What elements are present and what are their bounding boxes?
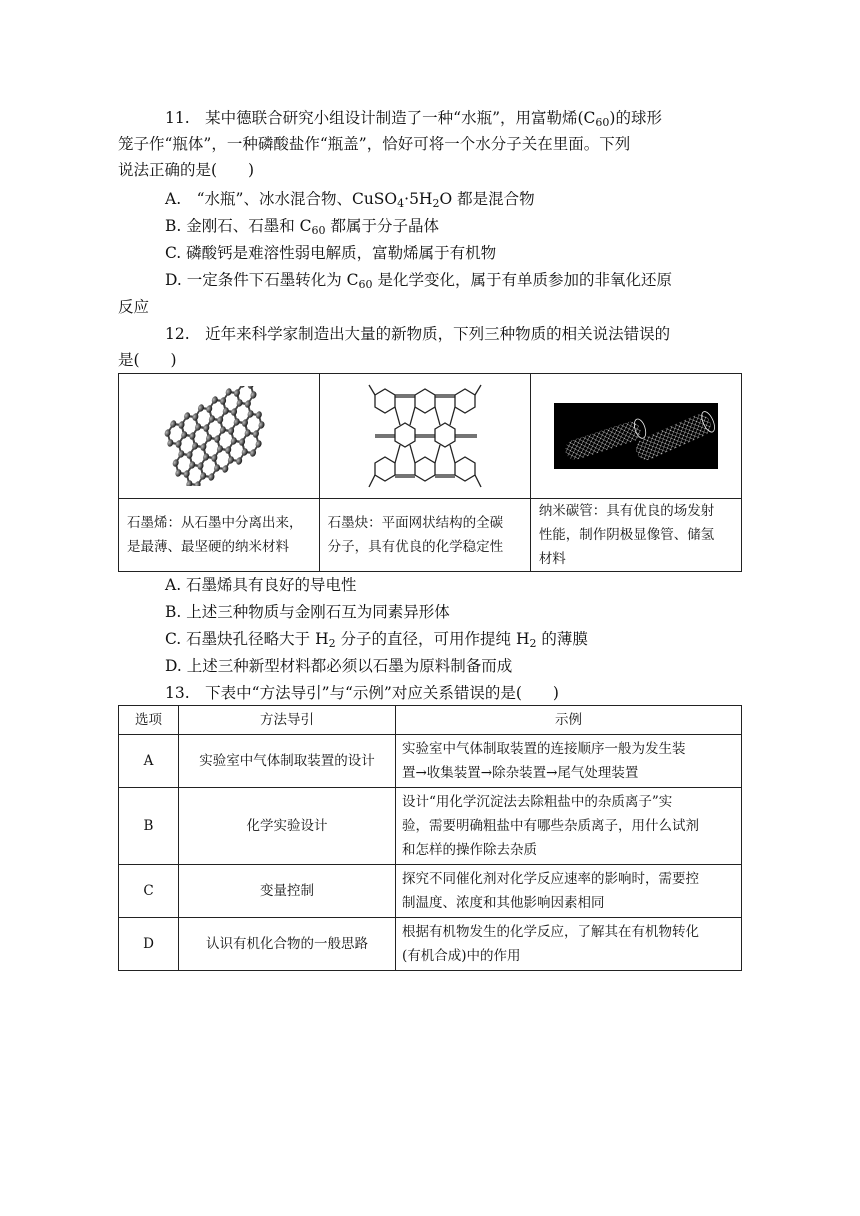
nanotube-image-cell [530,374,741,499]
q12-option-c: C. 石墨炔孔径略大于 $H_2$ 分子的直径，可用作提纯 $H_2$ 的薄膜 [165,630,588,650]
graphene-caption: 石墨烯：从石墨中分离出来， 是最薄、最坚硬的纳米材料 [119,499,320,572]
header-example: 示例 [396,706,742,735]
table-row: B 化学实验设计 设计“用化学沉淀法去除粗盐中的杂质离子”实 验，需要明确粗盐中有哪些杂质离子，用什么试剂 和怎样的操作除去杂质 [119,788,742,865]
q11-option-a: A. “水瓶”、冰水混合物、$CuSO_4\cdot 5H_2O$ 都是混合物 [165,190,535,210]
q12-option-a: A. 石墨烯具有良好的导电性 [165,576,357,594]
table-row: D 认识有机化合物的一般思路 根据有机物发生的化学反应，了解其在有机物转化 (有机合成)中的作用 [119,918,742,971]
q12-materials-table [118,373,742,572]
graphyne-icon [355,377,495,495]
q11-stem-line2: 笼子作“瓶体”，一种磷酸盐作“瓶盖”，恰好可将一个水分子关在里面。下列 [118,135,631,153]
graphene-icon [144,386,294,486]
nanotube-icon [554,403,718,469]
header-option: 选项 [119,706,179,735]
q11-option-d: D. 一定条件下石墨转化为 $C_{60}$ 是化学变化，属于有单质参加的非氧化还原 [165,271,672,291]
header-method: 方法导引 [179,706,396,735]
q12-stem-line1: 12. 近年来科学家制造出大量的新物质，下列三种物质的相关说法错误的 [165,325,671,343]
q13-method-table [118,705,742,971]
table-row: A 实验室中气体制取装置的设计 实验室中气体制取装置的连接顺序一般为发生装 置→收集装置→除杂装置→尾气处理装置 [119,735,742,788]
q11-option-b: B. 金刚石、石墨和 $C_{60}$ 都属于分子晶体 [165,217,439,237]
q11-option-d-line2: 反应 [118,298,150,316]
table-row: C 变量控制 探究不同催化剂对化学反应速率的影响时，需要控 制温度、浓度和其他影响因素相同 [119,865,742,918]
graphene-image-cell [119,374,320,499]
q11-stem-line3: 说法正确的是( ) [118,161,255,179]
q11-option-c: C. 磷酸钙是难溶性弱电解质，富勒烯属于有机物 [165,244,497,262]
q12-option-d: D. 上述三种新型材料都必须以石墨为原料制备而成 [165,657,513,675]
q11-stem-line1: 11. 某中德联合研究小组设计制造了一种“水瓶”，用富勒烯$(C_{60})$的球形 [165,109,662,129]
q12-option-b: B. 上述三种物质与金刚石互为同素异形体 [165,603,450,621]
q13-stem: 13. 下表中“方法导引”与“示例”对应关系错误的是( ) [165,684,559,702]
graphyne-image-cell [319,374,530,499]
graphyne-caption: 石墨炔：平面网状结构的全碳 分子，具有优良的化学稳定性 [319,499,530,572]
nanotube-caption: 纳米碳管：具有优良的场发射 性能，制作阴极显像管、储氢 材料 [530,499,741,572]
q12-stem-line2: 是( ) [118,351,177,369]
